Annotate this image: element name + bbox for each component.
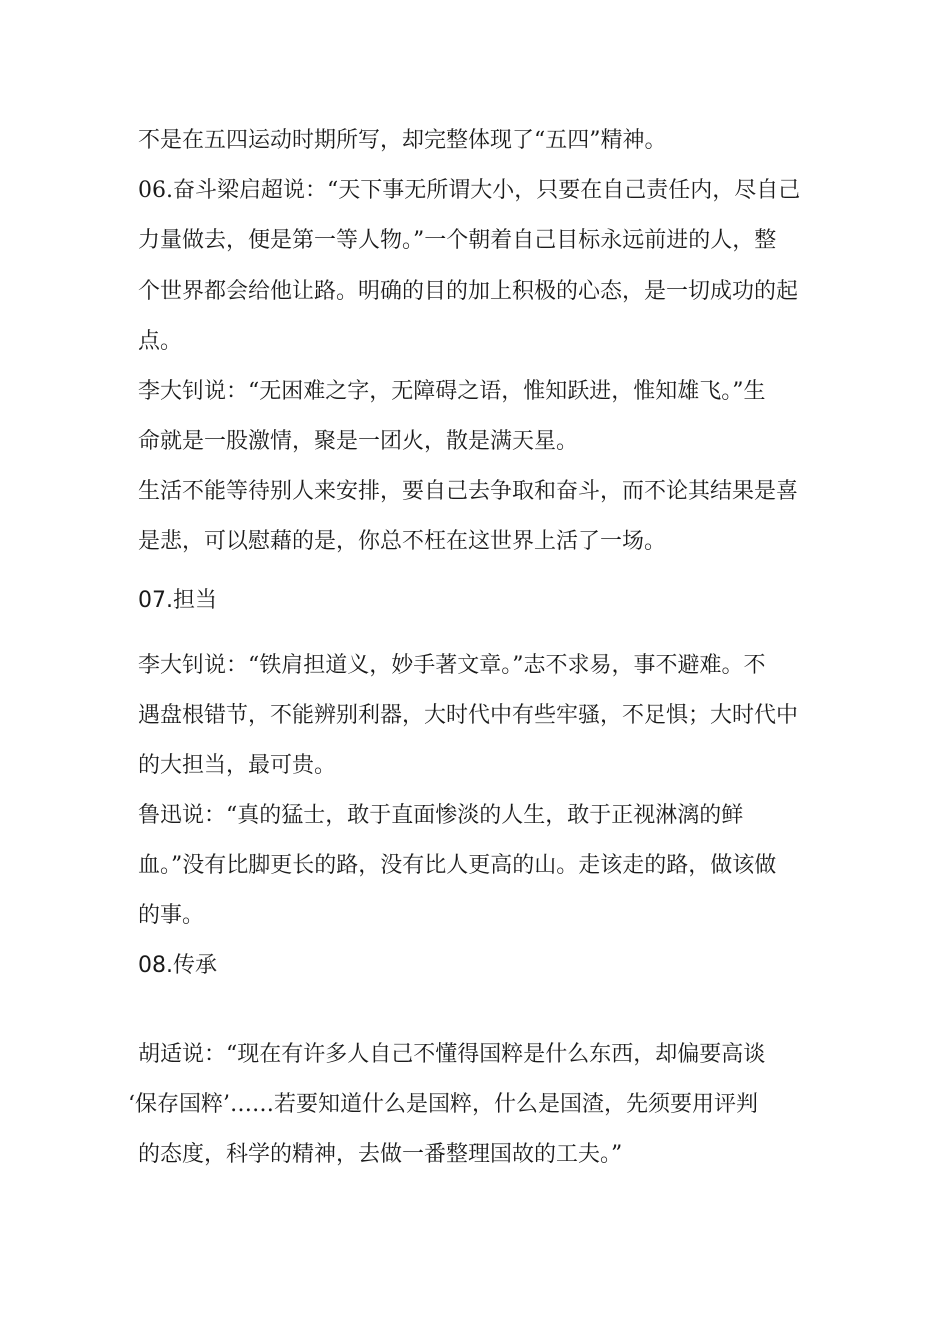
section-heading-07: 07.担当 [138,588,217,613]
text-line: 命就是一股激情，聚是一团火，散是满天星。 [138,429,579,454]
text-line: 鲁迅说：“真的猛士，敢于直面惨淡的人生，敢于正视淋漓的鲜 [138,803,744,828]
text-line: 的态度，科学的精神，去做一番整理国故的工夫。” [138,1142,623,1167]
text-line: 血。”没有比脚更长的路，没有比人更高的山。走该走的路，做该做 [138,853,777,878]
text-line: 李大钊说：“无困难之字，无障碍之语，惟知跃进，惟知雄飞。”生 [138,379,766,404]
text-line: 点。 [138,329,183,354]
text-line: ‘保存国粹’……若要知道什么是国粹，什么是国渣，先须要用评判 [128,1092,758,1117]
text-line: 力量做去，便是第一等人物。”一个朝着自己目标永远前进的人，整 [138,228,777,253]
section-heading-08: 08.传承 [138,953,217,978]
text-line: 李大钊说：“铁肩担道义，妙手著文章。”志不求易，事不避难。不 [138,653,766,678]
text-line: 的大担当，最可贵。 [138,753,337,778]
text-line: 是悲，可以慰藉的是，你总不枉在这世界上活了一场。 [138,529,667,554]
text-line: 胡适说：“现在有许多人自己不懂得国粹是什么东西，却偏要高谈 [138,1042,766,1067]
section-06-first-line: 06.奋斗梁启超说：“天下事无所谓大小，只要在自己责任内，尽自己 [138,178,801,203]
text-line: 生活不能等待别人来安排，要自己去争取和奋斗，而不论其结果是喜 [138,479,799,504]
text-line: 的事。 [138,903,205,928]
text-line: 遇盘根错节，不能辨别利器，大时代中有些牢骚，不足惧；大时代中 [138,703,799,728]
text-line: 个世界都会给他让路。明确的目的加上积极的心态，是一切成功的起 [138,279,799,304]
text-line: 不是在五四运动时期所写，却完整体现了“五四”精神。 [138,128,667,153]
